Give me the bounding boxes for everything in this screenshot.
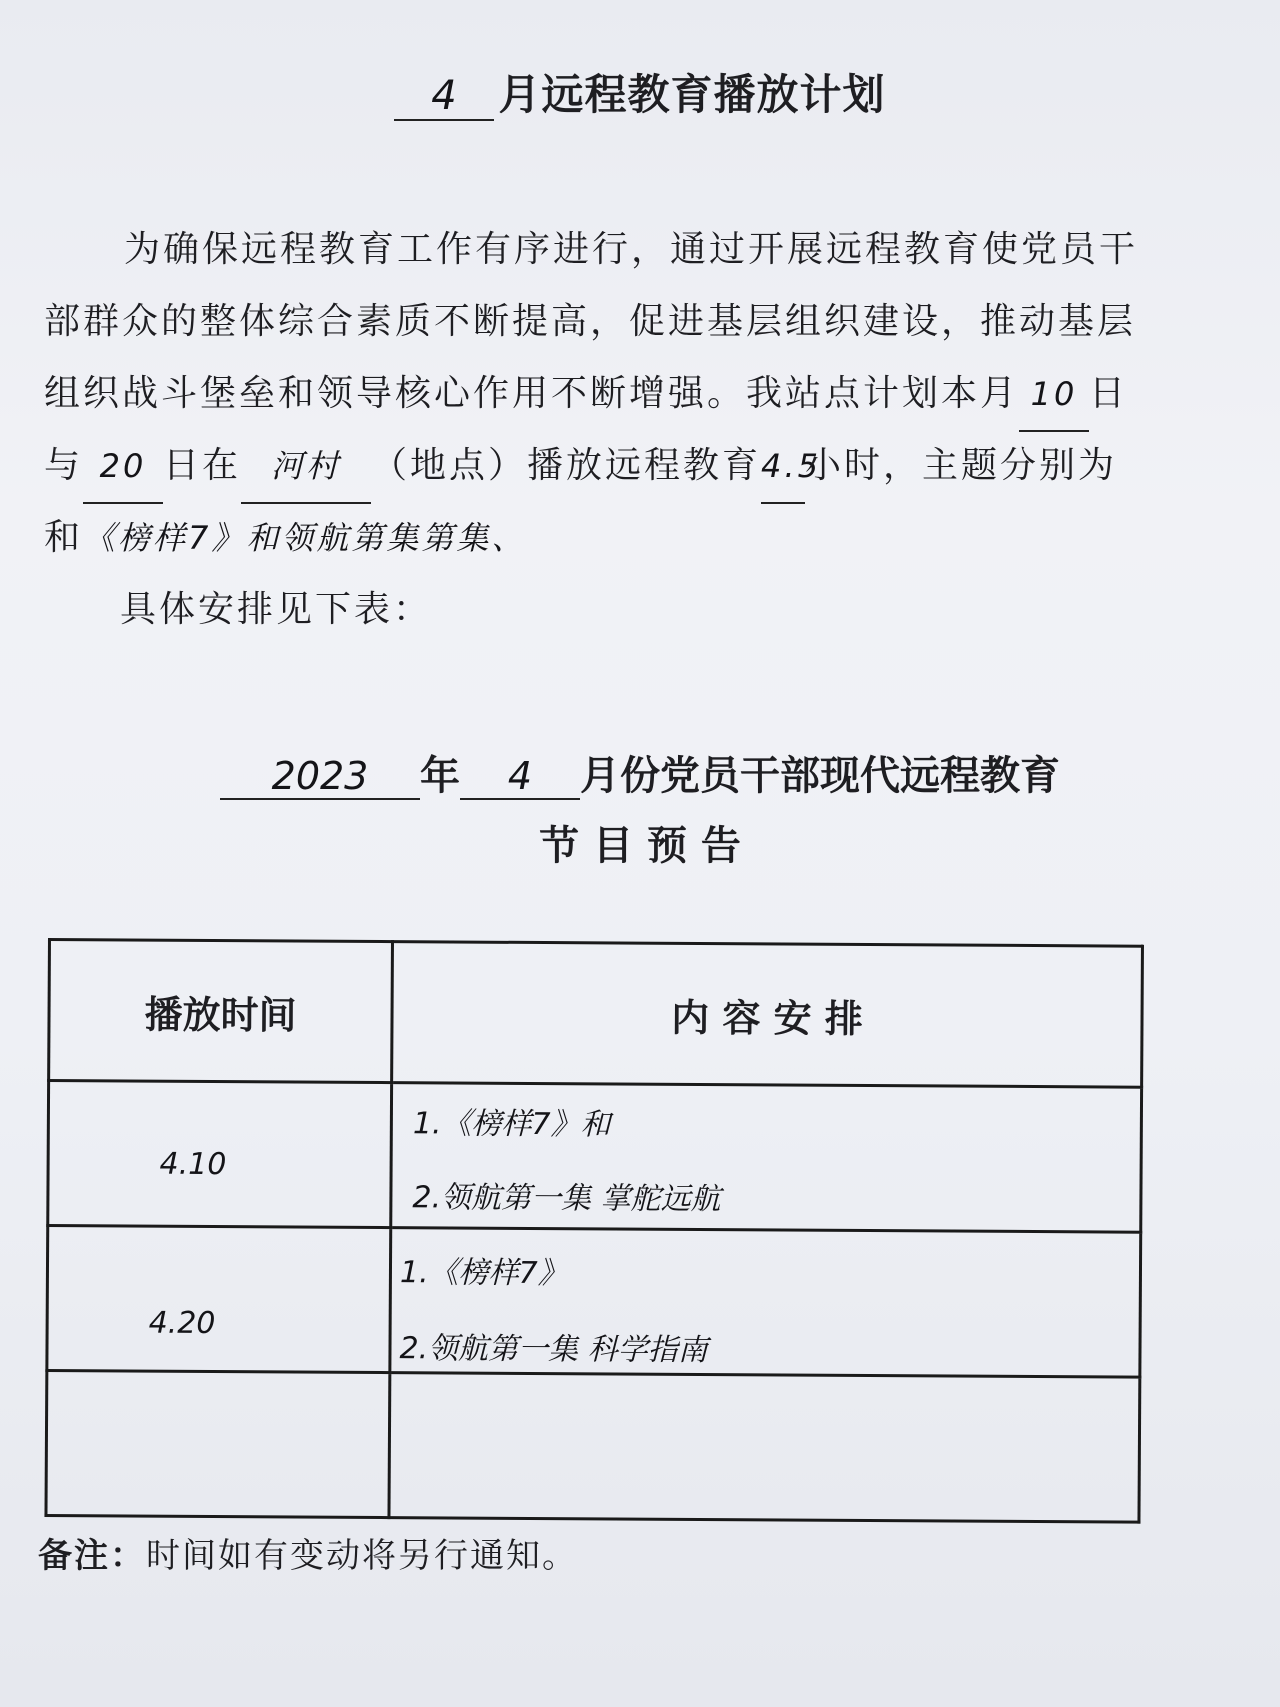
- para-line-5: [44, 502, 1144, 574]
- line4-end: 小时，主题分别为: [805, 445, 1118, 486]
- row-time-cell: [48, 1081, 392, 1228]
- title-text: 月远程教育播放计划: [498, 70, 886, 119]
- footnote: [38, 1528, 578, 1577]
- line4-mid: 日在: [163, 445, 242, 486]
- table-row: [47, 1226, 1141, 1378]
- day1-value: 10: [1019, 358, 1089, 432]
- schedule-year: 2023: [220, 754, 420, 800]
- row-content-cell: [391, 1083, 1142, 1233]
- footnote-text: 时间如有变动将另行通知。: [146, 1536, 578, 1576]
- row-time: 4.10: [159, 1146, 227, 1183]
- table-row: [48, 1081, 1142, 1233]
- page-title: [0, 62, 1280, 122]
- line5-prefix: 和: [44, 517, 84, 558]
- row-item-2: 2.领航第一集 掌舵远航: [412, 1180, 721, 1218]
- para-line-6: 具体安排见下表：: [120, 589, 433, 630]
- para-line-3: [44, 358, 1144, 430]
- day2-value: 20: [83, 430, 163, 504]
- row-time-cell: [46, 1371, 390, 1518]
- row-content-cell: [390, 1228, 1141, 1378]
- line4-prefix: 与: [44, 445, 84, 486]
- hours-value: 4.5: [761, 430, 805, 504]
- footnote-label: 备注：: [38, 1536, 146, 1576]
- day1-suffix: 日: [1089, 373, 1129, 414]
- schedule-year-label: 年: [420, 753, 460, 799]
- row-item-1: 1.《榜样7》和: [412, 1106, 611, 1143]
- row-time-cell: [47, 1226, 391, 1373]
- schedule-month: 4: [460, 754, 580, 800]
- header-content: 内 容 安 排: [392, 942, 1143, 1088]
- para-line-3-text: 组织战斗堡垒和领导核心作用不断增强。我站点计划本月: [44, 373, 1020, 414]
- schedule-heading-line1: [0, 744, 1280, 801]
- para-line-1: 为确保远程教育工作有序进行，通过开展远程教育使党员干: [124, 229, 1139, 270]
- schedule-heading-line2: 节 目 预 告: [539, 823, 741, 869]
- topics-value: 《榜样7》和领航第集第集、: [83, 519, 527, 557]
- line4-mid2: （地点）播放远程教育: [371, 445, 762, 486]
- row-item-1: 1.《榜样7》: [399, 1255, 568, 1292]
- intro-paragraph: [44, 214, 1144, 646]
- location-value: 河村: [241, 430, 371, 504]
- table-row: [46, 1371, 1140, 1523]
- para-line-4: [44, 430, 1144, 502]
- title-month: 4: [394, 73, 494, 121]
- table-header-row: [49, 940, 1143, 1088]
- schedule-table: [44, 938, 1144, 1524]
- schedule-heading-text: 月份党员干部现代远程教育: [580, 753, 1060, 799]
- row-content-cell: [389, 1373, 1140, 1523]
- row-time: 4.20: [148, 1305, 216, 1342]
- para-line-2: 部群众的整体综合素质不断提高，促进基层组织建设，推动基层: [44, 301, 1137, 342]
- header-time: 播放时间: [49, 940, 393, 1083]
- row-item-2: 2.领航第一集 科学指南: [399, 1331, 708, 1369]
